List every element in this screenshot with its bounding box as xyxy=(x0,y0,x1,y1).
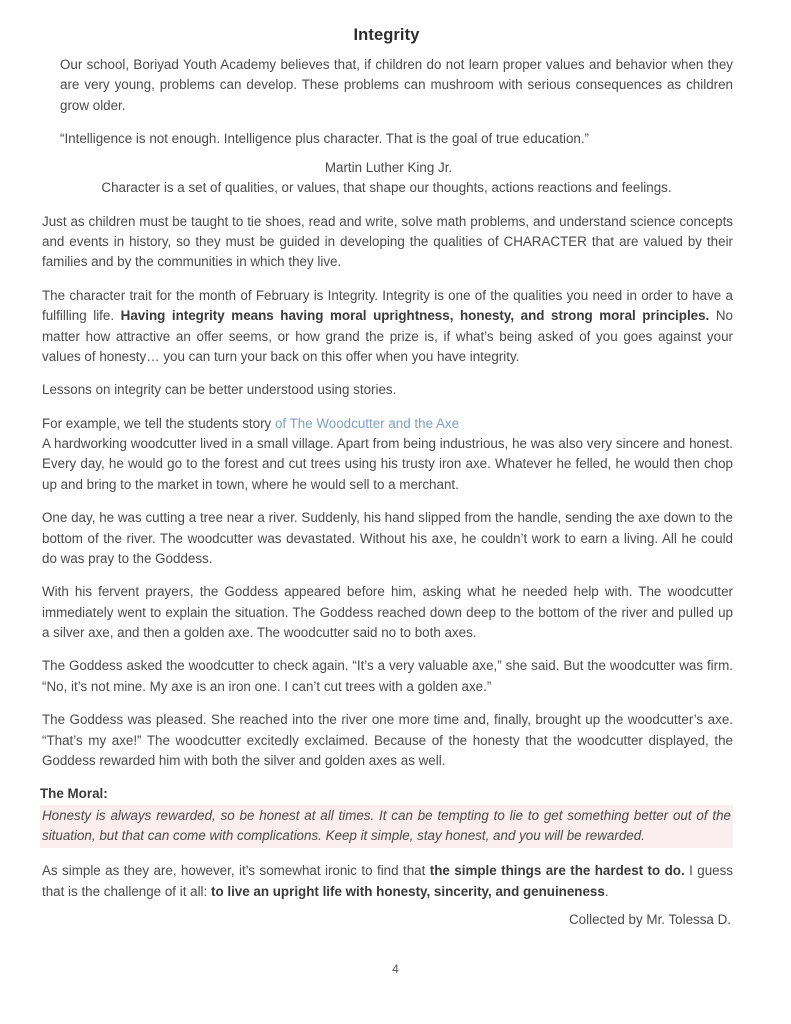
paragraph-story-3: With his fervent prayers, the Goddess appeared before him, asking what he needed help with. The woodcutter immediately went to explain the situation. The Goddess reached down deep to the bottom of the river and pulled up a silver axe, and then a golden axe. The woodcutter said no to both axes. xyxy=(42,584,733,641)
trait-text-part1: The character trait for the month of February is Integrity. Integrity is one of the qualities you need in order to have a fulfilling life. xyxy=(42,287,733,324)
paragraph-lessons: Lessons on integrity can be better understood using stories. xyxy=(42,382,397,398)
closing-bold1: the simple things are the hardest to do. xyxy=(429,863,685,879)
example-lead-text: For example, we tell the students story xyxy=(42,415,275,431)
closing-part2: I guess that is the challenge of it all: xyxy=(42,863,733,899)
spacer xyxy=(40,569,733,582)
closing-part3: . xyxy=(604,883,609,899)
spacer xyxy=(40,367,733,380)
paragraph-character-definition: Character is a set of qualities, or values, that shape our thoughts, actions reactions and feelings. xyxy=(101,180,672,196)
spacer xyxy=(40,116,733,129)
paragraph-story-5: The Goddess was pleased. She reached into the river one more time and, finally, brought up the woodcutter’s axe. “That’s my axe!” The woodcutter excitedly exclaimed. Because of the honesty that the woodcutter displayed, the Goddess rewarded him with both the silver and golden axes as well. xyxy=(42,712,733,768)
spacer xyxy=(40,643,733,656)
spacer xyxy=(40,902,733,910)
paragraph-example-lead xyxy=(40,414,733,434)
trait-text-bold: Having integrity means having moral uprightness, honesty, and strong moral principles. xyxy=(120,308,710,324)
paragraph-taught: Just as children must be taught to tie shoes, read and write, solve math problems, and understand science concepts and events in history, so they must be guided in developing the qualities of CHARACTER that are valued by their families and by the communities in which they live. xyxy=(42,213,733,270)
paragraph-story-2: One day, he was cutting a tree near a river. Suddenly, his hand slipped from the handle, sending the axe down to the bottom of the river. The woodcutter was devastated. Without his axe, he couldn’t work to earn a living. All he could do was pray to the Goddess. xyxy=(42,510,733,566)
paragraph-story-1: A hardworking woodcutter lived in a small village. Apart from being industrious, he was also very sincere and honest. Every day, he would go to the forest and cut trees using his trusty iron axe. Whatever he felled, he would then chop up and bring to the market in town, where he would sell to a merchant. xyxy=(42,436,733,492)
closing-bold2: to live an upright life with honesty, sincerity, and genuineness xyxy=(210,883,605,899)
spacer xyxy=(40,771,733,784)
closing-part1: As simple as they are, however, it’s somewhat ironic to find that xyxy=(42,863,430,879)
paragraph-quote: “Intelligence is not enough. Intelligence plus character. That is the goal of true education.” xyxy=(60,131,590,147)
trait-text-part2: No matter how attractive an offer seems, or how grand the prize is, if what’s being asked of you goes against your values of honesty… you can turn your back on this offer when you have integrity. xyxy=(42,308,733,364)
page-title: Integrity xyxy=(353,26,420,44)
spacer xyxy=(40,199,733,212)
quote-attribution: Martin Luther King Jr. xyxy=(324,159,453,175)
moral-heading: The Moral: xyxy=(40,786,108,802)
paragraph-trait xyxy=(40,286,733,368)
paragraph-intro: Our school, Boriyad Youth Academy believes that, if children do not learn proper values and behavior when they are very young, problems can develop. These problems can mushroom with serious consequences as children grow older. xyxy=(60,57,733,113)
spacer xyxy=(40,848,733,861)
paragraph-closing xyxy=(40,861,733,902)
spacer xyxy=(40,401,733,414)
moral-text: Honesty is always rewarded, so be honest at all times. It can be tempting to lie to get something better out of the situation, but that can come with complications. Keep it simple, stay honest, and you will be rewarded. xyxy=(40,805,733,849)
spacer xyxy=(40,273,733,286)
spacer xyxy=(40,150,733,158)
paragraph-story-4: The Goddess asked the woodcutter to check again. “It’s a very valuable axe,” she said. But the woodcutter was firm. “No, it’s not mine. My axe is an iron one. I can’t cut trees with a golden axe.” xyxy=(42,658,733,694)
spacer xyxy=(40,697,733,710)
spacer xyxy=(40,495,733,508)
story-title-link[interactable]: of The Woodcutter and the Axe xyxy=(274,415,460,431)
page-number: 4 xyxy=(392,962,399,976)
collected-by: Collected by Mr. Tolessa D. xyxy=(569,911,731,927)
